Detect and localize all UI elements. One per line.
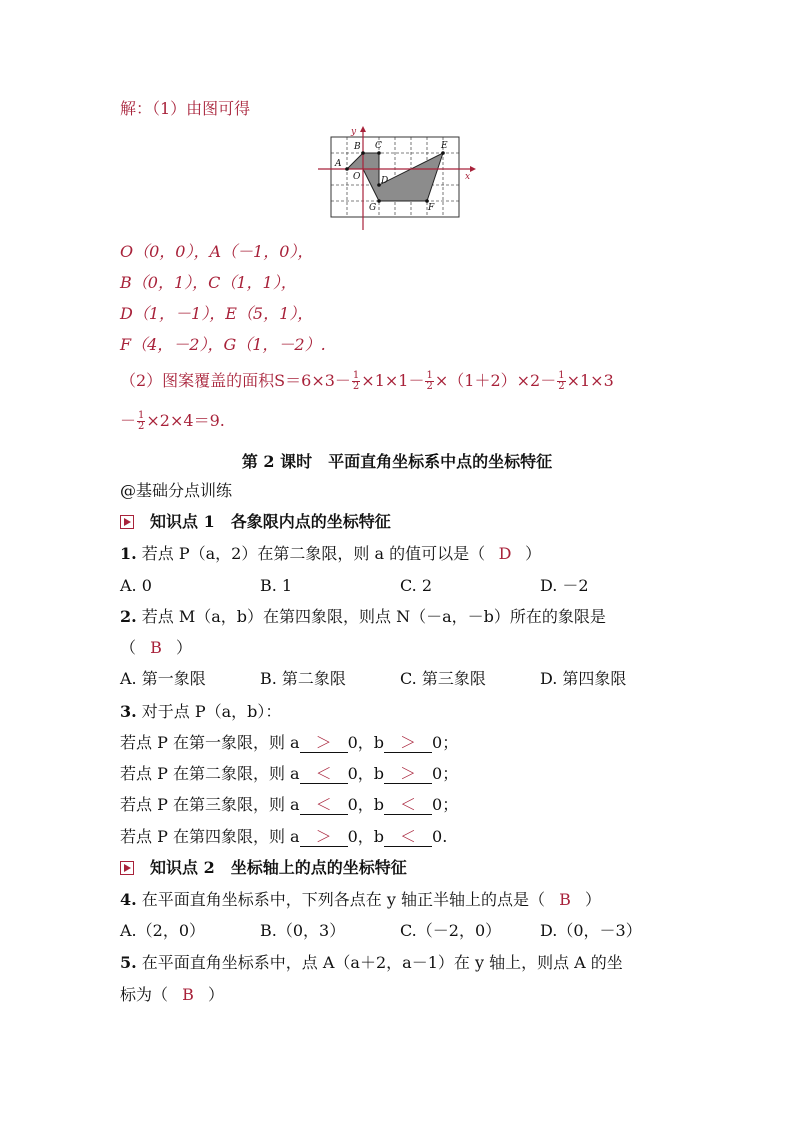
- q3-blank-a4: ＞: [300, 828, 348, 847]
- axis-x-label: x: [465, 172, 471, 182]
- question-3: 3. 对于点 P（a，b）：: [120, 702, 282, 721]
- q1-option-a: A. 0: [120, 576, 152, 595]
- point-d-label: D: [381, 176, 389, 186]
- q4-answer: B: [559, 890, 571, 909]
- area-line-2: － $\frac{1}{2}$ ×2×4＝9.: [120, 410, 225, 432]
- lesson-title: 第 2 课时 平面直角坐标系中点的坐标特征: [241, 452, 553, 471]
- q4-option-b: B.（0，3）: [260, 921, 346, 940]
- question-2-answer-line: （ B ）: [120, 638, 193, 657]
- point-b-label: B: [354, 142, 361, 152]
- q4-option-c: C.（－2，0）: [400, 921, 502, 940]
- shaded-region: [347, 153, 443, 201]
- solution-intro: 解：（1）由图可得: [120, 99, 251, 118]
- question-2: 2. 若点 M（a，b）在第四象限，则点 N（－a，－b）所在的象限是: [120, 607, 606, 626]
- question-5-line-2: 标为（ B ）: [120, 985, 225, 1004]
- q3-blank-b4: ＜: [384, 828, 432, 847]
- q3-row-1: 若点 P 在第一象限，则 a ＞ 0，b ＞ 0；: [120, 733, 459, 752]
- coord-line-3: D（1，－1），E（5，1），: [120, 304, 314, 323]
- x-arrow: [470, 166, 476, 172]
- question-4: 4. 在平面直角坐标系中，下列各点在 y 轴正半轴上的点是（ B ）: [120, 890, 602, 909]
- question-1: 1. 若点 P（a，2）在第二象限，则 a 的值可以是（ D ）: [120, 544, 542, 563]
- q3-blank-b1: ＞: [384, 734, 432, 753]
- q3-blank-a1: ＞: [300, 734, 348, 753]
- q3-blank-b2: ＞: [384, 765, 432, 784]
- coord-line-1: O（0，0），A（－1，0），: [120, 242, 314, 261]
- knowledge-point-2: 知识点 2 坐标轴上的点的坐标特征: [120, 857, 407, 879]
- point-a-label: A: [335, 159, 342, 169]
- q3-row-2: 若点 P 在第二象限，则 a ＜ 0，b ＞ 0；: [120, 764, 459, 783]
- question-5: 5. 在平面直角坐标系中，点 A（a＋2，a－1）在 y 轴上，则点 A 的坐: [120, 953, 623, 972]
- point-c-label: C: [375, 141, 382, 151]
- q3-blank-a3: ＜: [300, 796, 348, 815]
- q3-row-3: 若点 P 在第三象限，则 a ＜ 0，b ＜ 0；: [120, 795, 459, 814]
- q2-option-b: B. 第二象限: [260, 669, 346, 688]
- q2-option-a: A. 第一象限: [120, 669, 206, 688]
- y-arrow: [360, 126, 366, 132]
- coord-line-4: F（4，－2），G（1，－2）.: [120, 335, 326, 354]
- q1-option-b: B. 1: [260, 576, 293, 595]
- point-g-label: G: [369, 203, 377, 213]
- q5-answer: B: [182, 985, 194, 1004]
- coordinate-figure: [318, 126, 478, 232]
- axis-y-label: y: [351, 127, 357, 137]
- q2-option-d: D. 第四象限: [540, 669, 627, 688]
- point-e-label: E: [441, 141, 448, 151]
- q3-blank-b3: ＜: [384, 796, 432, 815]
- play-marker-icon: [120, 515, 134, 529]
- point-o-label: O: [353, 172, 361, 182]
- q4-option-a: A.（2，0）: [120, 921, 206, 940]
- q3-row-4: 若点 P 在第四象限，则 a ＞ 0，b ＜ 0.: [120, 827, 448, 846]
- q4-option-d: D.（0，－3）: [540, 921, 642, 940]
- q2-answer: B: [150, 638, 162, 657]
- q2-option-c: C. 第三象限: [400, 669, 486, 688]
- q1-option-c: C. 2: [400, 576, 433, 595]
- knowledge-point-1: 知识点 1 各象限内点的坐标特征: [120, 511, 391, 533]
- q1-option-d: D. －2: [540, 576, 589, 595]
- point-f-label: F: [428, 203, 435, 213]
- q3-blank-a2: ＜: [300, 765, 348, 784]
- play-marker-icon: [120, 861, 134, 875]
- section-label: @基础分点训练: [120, 481, 233, 500]
- coord-line-2: B（0，1），C（1，1），: [120, 273, 297, 292]
- area-line-1: （2）图案覆盖的面积S＝6×3－ $\frac{1}{2}$ ×1×1－ $\frac{1}{2}$ ×（1＋2）×2－ $\frac{1}{2}$ ×1×3: [120, 370, 614, 392]
- q1-answer: D: [498, 544, 512, 563]
